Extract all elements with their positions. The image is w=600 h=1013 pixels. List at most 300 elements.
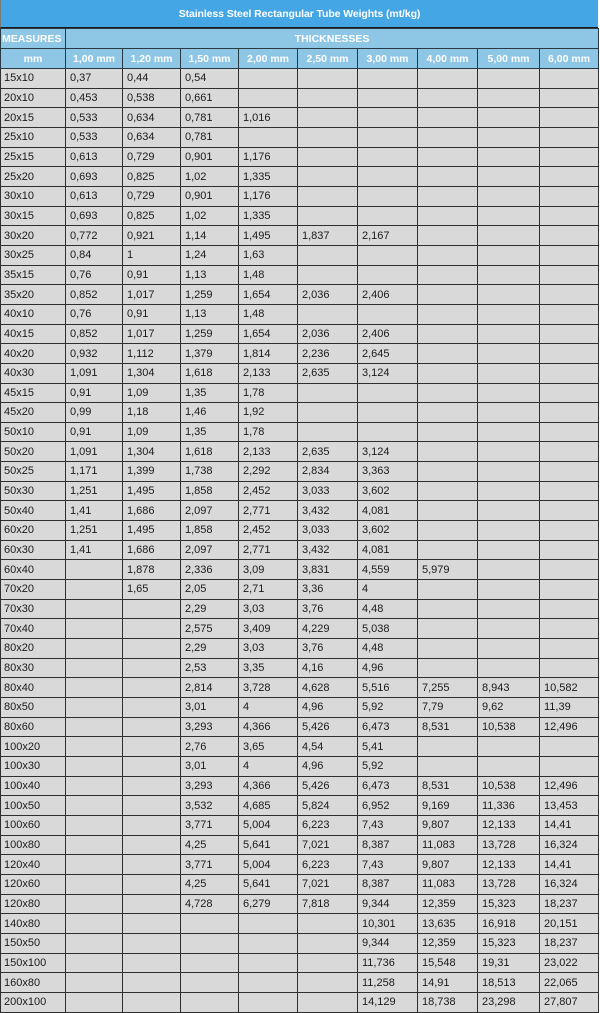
weight-cell	[540, 619, 599, 639]
measures-header: MEASURES	[1, 29, 66, 49]
weight-cell: 2,53	[181, 658, 239, 678]
weight-cell: 1,618	[181, 363, 239, 383]
weight-cell: 4,96	[298, 698, 358, 718]
table-row	[1, 855, 599, 875]
weight-cell	[540, 167, 599, 187]
weight-cell: 1,259	[181, 285, 239, 305]
weight-cell: 2,452	[239, 521, 298, 541]
weight-cell	[418, 69, 478, 89]
weight-cell: 16,324	[540, 835, 599, 855]
weight-cell	[123, 914, 181, 934]
weight-cell: 2,133	[239, 363, 298, 383]
weight-cell	[418, 658, 478, 678]
weight-cell	[298, 265, 358, 285]
weight-cell: 0,932	[66, 344, 123, 364]
weight-cell: 4,25	[181, 835, 239, 855]
table-row	[1, 560, 599, 580]
weight-cell	[478, 501, 540, 521]
weight-cell	[478, 521, 540, 541]
weight-cell: 22,065	[540, 973, 599, 993]
weight-cell	[123, 639, 181, 659]
measure-cell: 45x20	[1, 403, 66, 423]
table-row	[1, 265, 599, 285]
weight-cell	[66, 776, 123, 796]
weight-cell: 12,359	[418, 894, 478, 914]
weight-cell: 2,834	[298, 462, 358, 482]
weight-cell: 1,335	[239, 167, 298, 187]
measure-cell: 150x50	[1, 933, 66, 953]
weight-cell	[298, 914, 358, 934]
weight-cell	[123, 756, 181, 776]
weight-cell: 7,79	[418, 698, 478, 718]
weight-cell	[540, 206, 599, 226]
weight-cell: 2,406	[358, 324, 418, 344]
weight-cell	[478, 363, 540, 383]
weight-cell: 0,901	[181, 186, 239, 206]
weight-cell: 13,635	[418, 914, 478, 934]
weight-cell	[181, 973, 239, 993]
weight-cell: 3,65	[239, 737, 298, 757]
weight-cell: 3,831	[298, 560, 358, 580]
weight-cell: 7,255	[418, 678, 478, 698]
header-row-columns	[1, 49, 599, 69]
weight-cell: 2,036	[298, 324, 358, 344]
weight-cell	[418, 245, 478, 265]
weight-cell: 11,083	[418, 874, 478, 894]
weight-cell	[418, 167, 478, 187]
weight-cell: 1,017	[123, 324, 181, 344]
weight-cell: 0,825	[123, 206, 181, 226]
weight-cell: 0,84	[66, 245, 123, 265]
weight-cell: 9,807	[418, 855, 478, 875]
weight-cell: 1,35	[181, 422, 239, 442]
weight-cell: 18,513	[478, 973, 540, 993]
weight-cell	[478, 226, 540, 246]
measure-cell: 40x30	[1, 363, 66, 383]
weight-cell: 4,628	[298, 678, 358, 698]
table-row	[1, 108, 599, 128]
weight-cell	[540, 580, 599, 600]
table-row	[1, 285, 599, 305]
weight-cell: 2,29	[181, 599, 239, 619]
weight-cell: 3,033	[298, 481, 358, 501]
measure-cell: 100x40	[1, 776, 66, 796]
table-row	[1, 442, 599, 462]
weight-cell	[478, 265, 540, 285]
weight-cell	[123, 678, 181, 698]
weight-cell	[540, 540, 599, 560]
weight-cell: 5,824	[298, 796, 358, 816]
measure-cell: 120x60	[1, 874, 66, 894]
weight-cell: 13,728	[478, 835, 540, 855]
table-body	[1, 69, 599, 1013]
weight-cell: 8,943	[478, 678, 540, 698]
weight-cell	[123, 973, 181, 993]
weight-cell	[540, 324, 599, 344]
table-row	[1, 639, 599, 659]
weight-cell	[123, 874, 181, 894]
weight-cell: 7,021	[298, 874, 358, 894]
weight-cell	[418, 442, 478, 462]
weight-cell: 2,645	[358, 344, 418, 364]
weight-cell: 1,738	[181, 462, 239, 482]
measure-cell: 40x20	[1, 344, 66, 364]
weight-cell: 1,09	[123, 422, 181, 442]
weight-cell	[66, 580, 123, 600]
weight-cell: 3,35	[239, 658, 298, 678]
weight-cell: 0,91	[123, 265, 181, 285]
table-row	[1, 521, 599, 541]
measure-cell: 50x20	[1, 442, 66, 462]
weight-cell	[418, 147, 478, 167]
measure-cell: 100x30	[1, 756, 66, 776]
table-row	[1, 599, 599, 619]
weight-cell: 1,618	[181, 442, 239, 462]
weight-cell: 13,728	[478, 874, 540, 894]
weight-cell	[298, 304, 358, 324]
weight-cell: 27,807	[540, 992, 599, 1012]
weight-cell: 1,92	[239, 403, 298, 423]
weight-cell	[123, 953, 181, 973]
weight-cell	[478, 285, 540, 305]
weight-cell: 0,54	[181, 69, 239, 89]
weight-cell: 3,602	[358, 521, 418, 541]
weight-cell: 1,18	[123, 403, 181, 423]
weight-cell: 15,548	[418, 953, 478, 973]
measure-cell: 25x20	[1, 167, 66, 187]
weight-cell	[298, 167, 358, 187]
weight-cell	[66, 914, 123, 934]
weight-cell: 2,635	[298, 363, 358, 383]
weight-cell	[66, 973, 123, 993]
weight-cell: 3,033	[298, 521, 358, 541]
weight-cell: 18,237	[540, 894, 599, 914]
weight-cell	[478, 206, 540, 226]
thickness-header: 1,20 mm	[123, 49, 181, 69]
weight-cell	[478, 383, 540, 403]
weight-cell	[66, 619, 123, 639]
weight-cell	[418, 206, 478, 226]
weight-cell: 7,43	[358, 815, 418, 835]
measure-cell: 100x60	[1, 815, 66, 835]
weight-cell	[298, 422, 358, 442]
weight-cell	[418, 580, 478, 600]
weight-cell: 7,021	[298, 835, 358, 855]
weight-cell	[540, 69, 599, 89]
weight-cell	[478, 737, 540, 757]
table-row	[1, 383, 599, 403]
weight-cell	[123, 717, 181, 737]
weight-cell: 1,09	[123, 383, 181, 403]
weight-cell	[418, 639, 478, 659]
weight-cell: 1,399	[123, 462, 181, 482]
weight-cell: 5,038	[358, 619, 418, 639]
weight-cell: 1,858	[181, 481, 239, 501]
weight-cell: 5,426	[298, 717, 358, 737]
weight-cell	[540, 127, 599, 147]
weight-cell	[358, 167, 418, 187]
weight-cell: 19,31	[478, 953, 540, 973]
weight-cell	[123, 776, 181, 796]
weight-cell	[66, 992, 123, 1012]
table-row	[1, 658, 599, 678]
weight-cell: 3,409	[239, 619, 298, 639]
table-row	[1, 698, 599, 718]
weight-cell: 1,13	[181, 265, 239, 285]
weight-cell: 0,693	[66, 206, 123, 226]
weight-cell: 5,92	[358, 756, 418, 776]
weight-cell: 4,685	[239, 796, 298, 816]
weight-cell: 1,686	[123, 540, 181, 560]
weight-cell: 2,167	[358, 226, 418, 246]
weight-cell	[358, 403, 418, 423]
weight-cell: 6,473	[358, 717, 418, 737]
table-row	[1, 835, 599, 855]
weight-cell: 3,432	[298, 540, 358, 560]
weight-cell: 9,62	[478, 698, 540, 718]
weight-cell: 1,176	[239, 186, 298, 206]
weight-cell: 2,097	[181, 501, 239, 521]
weight-cell	[418, 501, 478, 521]
thickness-header: 1,00 mm	[66, 49, 123, 69]
weight-cell	[298, 108, 358, 128]
weight-cell: 0,772	[66, 226, 123, 246]
weight-cell: 1,654	[239, 285, 298, 305]
weight-cell	[123, 835, 181, 855]
weight-cell: 2,635	[298, 442, 358, 462]
weight-cell	[540, 344, 599, 364]
weight-cell: 0,91	[66, 383, 123, 403]
weight-cell: 9,344	[358, 894, 418, 914]
weight-cell	[478, 167, 540, 187]
measure-cell: 100x20	[1, 737, 66, 757]
weight-cell: 0,76	[66, 304, 123, 324]
weight-cell	[540, 639, 599, 659]
weight-cell: 10,301	[358, 914, 418, 934]
weight-cell	[418, 540, 478, 560]
weight-cell: 12,359	[418, 933, 478, 953]
weight-cell: 1,251	[66, 521, 123, 541]
measure-cell: 140x80	[1, 914, 66, 934]
weight-cell	[66, 933, 123, 953]
weight-cell	[239, 127, 298, 147]
measure-cell: 100x50	[1, 796, 66, 816]
weight-cell	[66, 737, 123, 757]
weight-cell: 2,814	[181, 678, 239, 698]
weight-cell: 0,533	[66, 127, 123, 147]
table-row	[1, 933, 599, 953]
weight-cell: 5,641	[239, 874, 298, 894]
weight-cell: 2,05	[181, 580, 239, 600]
weight-cell	[540, 108, 599, 128]
weight-cell	[478, 619, 540, 639]
measure-cell: 120x80	[1, 894, 66, 914]
weight-cell: 4,48	[358, 599, 418, 619]
weight-cell: 4,54	[298, 737, 358, 757]
weight-cell	[418, 285, 478, 305]
weight-cell: 15,323	[478, 933, 540, 953]
weight-cell: 1,016	[239, 108, 298, 128]
weight-cell	[478, 639, 540, 659]
weight-cell	[540, 442, 599, 462]
weight-cell: 3,363	[358, 462, 418, 482]
weight-cell: 1,017	[123, 285, 181, 305]
weight-cell	[478, 580, 540, 600]
weight-cell	[418, 265, 478, 285]
weight-cell: 12,496	[540, 717, 599, 737]
weight-cell: 6,223	[298, 815, 358, 835]
weight-cell	[239, 953, 298, 973]
weight-cell: 15,323	[478, 894, 540, 914]
weight-cell: 14,129	[358, 992, 418, 1012]
weight-cell: 1,335	[239, 206, 298, 226]
weight-cell: 1,379	[181, 344, 239, 364]
weight-cell: 23,298	[478, 992, 540, 1012]
weight-cell: 0,852	[66, 285, 123, 305]
weight-cell	[358, 383, 418, 403]
weight-cell	[418, 599, 478, 619]
weight-cell: 3,728	[239, 678, 298, 698]
weight-cell	[66, 855, 123, 875]
measure-cell: 20x10	[1, 88, 66, 108]
weight-cell: 0,533	[66, 108, 123, 128]
weight-cell: 11,258	[358, 973, 418, 993]
weight-cell: 1	[123, 245, 181, 265]
weight-cell	[540, 737, 599, 757]
measure-cell: 50x10	[1, 422, 66, 442]
weight-cell: 3,771	[181, 815, 239, 835]
weight-cell: 1,495	[123, 481, 181, 501]
table-row	[1, 206, 599, 226]
table-row	[1, 540, 599, 560]
weight-cell	[478, 127, 540, 147]
header-row-groups	[1, 29, 599, 49]
weight-cell: 2,133	[239, 442, 298, 462]
measure-cell: 80x20	[1, 639, 66, 659]
measure-cell: 100x80	[1, 835, 66, 855]
table-row	[1, 147, 599, 167]
weight-cell: 1,091	[66, 442, 123, 462]
measure-cell: 200x100	[1, 992, 66, 1012]
table-row	[1, 737, 599, 757]
thickness-header: 5,00 mm	[478, 49, 540, 69]
weight-cell	[540, 658, 599, 678]
measure-cell: 60x20	[1, 521, 66, 541]
table-row	[1, 756, 599, 776]
measure-cell: 150x100	[1, 953, 66, 973]
weight-cell: 14,91	[418, 973, 478, 993]
weight-cell	[418, 127, 478, 147]
weight-cell: 2,771	[239, 501, 298, 521]
weight-cell	[123, 992, 181, 1012]
weight-cell: 6,473	[358, 776, 418, 796]
weight-cell: 4,48	[358, 639, 418, 659]
weight-cell	[181, 992, 239, 1012]
weight-cell	[418, 383, 478, 403]
weight-cell	[123, 698, 181, 718]
table-row	[1, 776, 599, 796]
weight-cell	[66, 717, 123, 737]
weight-cell: 0,781	[181, 127, 239, 147]
measure-cell: 60x30	[1, 540, 66, 560]
weight-cell: 2,097	[181, 540, 239, 560]
measure-cell: 70x30	[1, 599, 66, 619]
weight-cell	[478, 304, 540, 324]
weight-cell	[123, 894, 181, 914]
weight-cell: 1,304	[123, 442, 181, 462]
weight-cell	[478, 186, 540, 206]
weight-cell: 18,738	[418, 992, 478, 1012]
measure-cell: 60x40	[1, 560, 66, 580]
weight-cell: 1,48	[239, 265, 298, 285]
weight-cell	[358, 422, 418, 442]
measure-cell: 30x20	[1, 226, 66, 246]
measure-cell: 50x40	[1, 501, 66, 521]
weight-cell	[540, 501, 599, 521]
weight-cell: 1,814	[239, 344, 298, 364]
weight-cell	[298, 992, 358, 1012]
weight-cell: 1,171	[66, 462, 123, 482]
weight-cell	[66, 835, 123, 855]
weight-cell: 1,78	[239, 422, 298, 442]
weight-cell: 4,366	[239, 776, 298, 796]
weight-cell	[298, 206, 358, 226]
measure-cell: 50x25	[1, 462, 66, 482]
weight-cell	[478, 462, 540, 482]
weight-cell: 1,41	[66, 540, 123, 560]
weight-cell	[298, 953, 358, 973]
weight-cell	[418, 756, 478, 776]
weight-cell	[181, 933, 239, 953]
weight-cell: 1,878	[123, 560, 181, 580]
weight-cell	[66, 560, 123, 580]
weight-cell: 1,02	[181, 206, 239, 226]
weight-cell: 3,01	[181, 698, 239, 718]
weight-cell	[418, 422, 478, 442]
weight-cell: 1,02	[181, 167, 239, 187]
weight-cell	[540, 462, 599, 482]
weight-cell: 1,13	[181, 304, 239, 324]
weight-cell: 5,004	[239, 855, 298, 875]
table-row	[1, 462, 599, 482]
weight-cell	[298, 383, 358, 403]
weight-cell	[298, 973, 358, 993]
weight-cell: 1,304	[123, 363, 181, 383]
measure-cell: 160x80	[1, 973, 66, 993]
weight-cell	[418, 186, 478, 206]
weight-cell: 3,03	[239, 639, 298, 659]
weight-cell	[478, 245, 540, 265]
weight-cell	[418, 344, 478, 364]
table-row	[1, 344, 599, 364]
weight-cell	[418, 521, 478, 541]
table-row	[1, 167, 599, 187]
weight-cell: 4,081	[358, 501, 418, 521]
weight-cell	[540, 186, 599, 206]
weight-cell: 4,366	[239, 717, 298, 737]
measure-cell: 20x15	[1, 108, 66, 128]
weight-cell	[418, 481, 478, 501]
weight-cell: 2,771	[239, 540, 298, 560]
table-row	[1, 186, 599, 206]
weight-cell	[298, 933, 358, 953]
weight-cell: 14,41	[540, 855, 599, 875]
weight-cell	[66, 678, 123, 698]
weight-cell: 3,09	[239, 560, 298, 580]
weight-cell: 3,76	[298, 639, 358, 659]
table-row	[1, 245, 599, 265]
weight-cell	[298, 245, 358, 265]
